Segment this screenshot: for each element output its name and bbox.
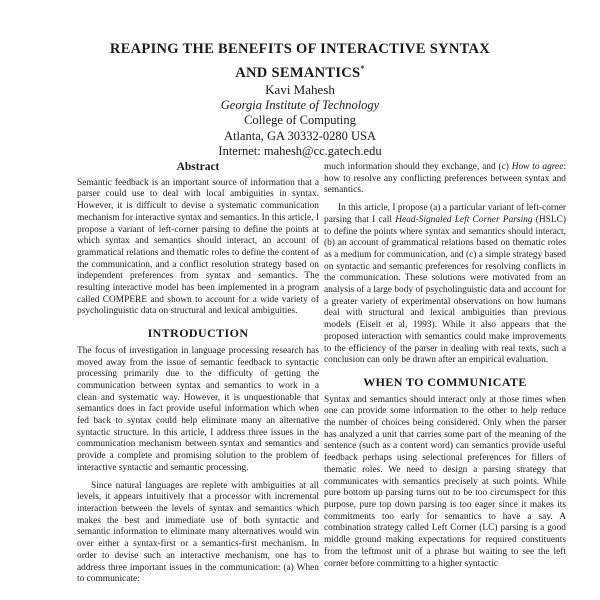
author-address: Atlanta, GA 30332-0280 USA [223, 128, 377, 143]
abstract-heading: Abstract [176, 161, 220, 173]
author-institution: Georgia Institute of Technology [220, 97, 380, 112]
right-column [324, 162, 566, 570]
author-department: College of Computing [244, 113, 356, 127]
right-cont-italic: How to agree [511, 162, 564, 172]
proposal-rest: (HSLC) to define the points where syntax and semantics should interact, (b) an account of grammatical relations based on thematic roles as a medium for communication, and (c) a simple strategy based on syntactic and semantic preferences for resolving conflicts in the communication. These solutions were motivated from an analysis of a large body of psycholinguistic data and account for a greater variety of experimental observations on how humans deal with structural and lexical ambiguities than previous models (Eiselt et al, 1993). While it also appears that the proposed interaction with semantics could make improvements to the efficiency of the parser in dealing with real texts, such a conclusion can only be drawn after an empirical evaluation. [324, 214, 566, 366]
introduction-heading: INTRODUCTION [147, 326, 249, 341]
proposal-italic: Head-Signaled Left Corner Parsing [395, 214, 533, 225]
paper-title [60, 40, 540, 83]
introduction-para-1: The focus of investigation in language processing research has moved away from the issue of semantic feedback to syntactic processing primarily due to the difficulty of getting the communication between syntax and semantics to work in a clean and systematic way. However, it is unquestionable that semantics does in fact provide useful information which when fed back to syntax could help eliminate many an alternative syntactic structure. In this article, I address three issues in the communication mechanism between syntax and semantics and provide a complete and promising solution to the problem of interactive syntactic and semantic processing. [77, 345, 319, 473]
left-column [77, 162, 319, 586]
title-line-2-text: AND SEMANTICS [235, 64, 361, 81]
abstract-text: Semantic feedback is an important source of information that a parser could use to deal with local ambiguities in syntax. However, it is difficult to devise a systematic communication mechanism for interactive syntax and semantics. In this article, I propose a variant of left-corner parsing to define the points at which syntax and semantics should interact, an account of grammatical relations and thematic roles to define the content of the communication, and a conflict resolution strategy based on independent preferences from syntax and semantics. The resulting interactive model has been implemented in a program called COMPERE and shown to account for a wide variety of psycholinguistic data on structural and lexical ambiguities. [77, 177, 319, 317]
author-block [150, 82, 450, 160]
when-to-communicate-heading: WHEN TO COMMUNICATE [363, 374, 527, 389]
title-line-1: REAPING THE BENEFITS OF INTERACTIVE SYNTAX [109, 41, 491, 57]
author-email: Internet: mahesh@cc.gatech.edu [218, 144, 382, 158]
when-to-communicate-text: Syntax and semantics should interact only at those times when one can provide some information to the other to help reduce the number of choices being considered. Only when the parser has analyzed a unit that carries some part of the meaning of the sentence (such as a content word) can semantics provide useful feedback perhaps using selectional preferences for fillers of thematic roles. We need to design a parsing strategy that communicates with semantics precisely at such points. While pure bottom up parsing turns out to be too circumspect for this purpose, pure top down parsing is too eager since it makes its commitments too early for semantics to have a say. A combination strategy called Left Corner (LC) parsing is a good middle ground making expectations for required constituents from the leftmost unit of a phrase but waiting to see the left corner before committing to a higher syntactic [324, 394, 566, 569]
proposal-paragraph [324, 203, 566, 367]
proposal-text: In this article, I propose (a) a particular variant of left-corner parsing that I call [324, 203, 566, 225]
right-continuation [324, 162, 566, 197]
author-name: Kavi Mahesh [265, 82, 335, 97]
title-footnote-mark: * [360, 64, 365, 73]
right-cont-rest: : how to resolve any conflicting preferences between syntax and semantics. [324, 162, 566, 196]
introduction-para-2: Since natural languages are replete with ambiguities at all levels, it appears intuitively that a processor with incremental interaction between the levels of syntax and semantics which makes the best and immediate use of both syntactic and semantic information to eliminate many alternatives would win over either a syntax-first or a semantics-first mechanism. In order to devise such an interactive mechanism, one has to address three important issues in the communication: (a) When to communicate: [77, 480, 319, 585]
title-line-2 [60, 59, 540, 83]
right-cont-text: much information should they exchange, and (c) [324, 162, 512, 172]
